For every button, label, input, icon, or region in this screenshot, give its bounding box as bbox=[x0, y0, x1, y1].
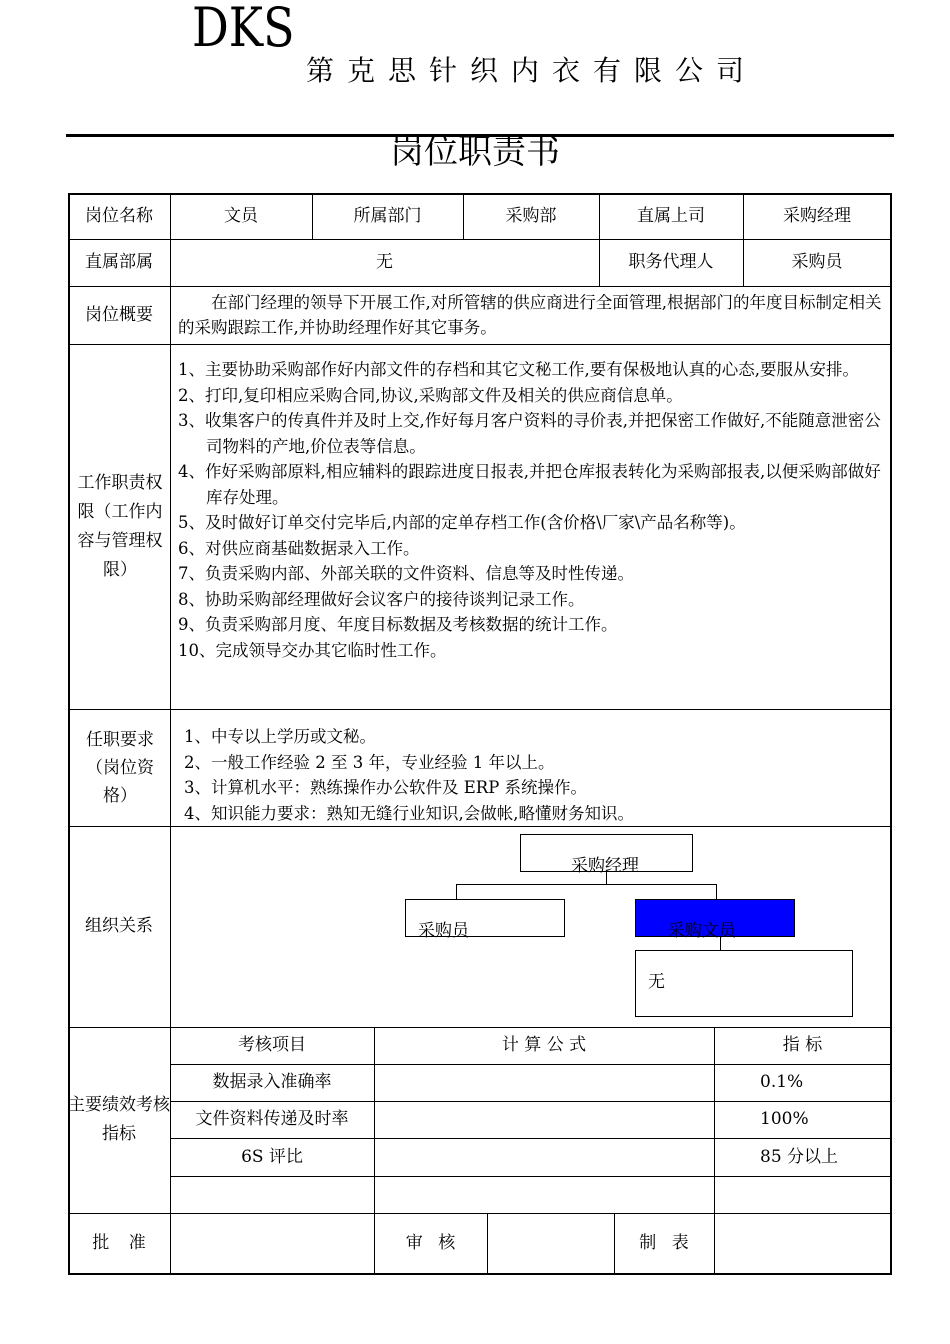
org-box-buyer bbox=[405, 899, 565, 941]
company-name: 第克思针织内衣有限公司 bbox=[306, 54, 758, 87]
value-subordinate: 无 bbox=[376, 252, 393, 272]
value-position: 文员 bbox=[224, 205, 258, 226]
list-item: 9、负责采购部月度、年度目标数据及考核数据的统计工作。 bbox=[178, 615, 618, 634]
row-line bbox=[68, 709, 892, 710]
requirements-list bbox=[184, 724, 884, 826]
list-item: 4、知识能力要求：熟知无缝行业知识,会做帐,略懂财务知识。 bbox=[184, 803, 634, 823]
value-supervisor: 采购经理 bbox=[783, 205, 851, 226]
list-item: 3、收集客户的传真件并及时上交,作好每月客户资料的寻价表,并把保密工作做好,不能随意泄密公司物料的产地,价位表等信息。 bbox=[178, 411, 881, 456]
label-position: 岗位名称 bbox=[85, 205, 153, 226]
list-item: 2、打印,复印相应采购合同,协议,采购部文件及相关的供应商信息单。 bbox=[178, 385, 683, 405]
kpi-item: 数据录入准确率 bbox=[212, 1072, 332, 1092]
approve-field[interactable] bbox=[170, 1213, 374, 1273]
label-review: 审 核 bbox=[405, 1232, 456, 1253]
company-logo: DKS bbox=[192, 0, 295, 59]
review-field[interactable] bbox=[487, 1213, 614, 1273]
list-item: 1、主要协助采购部作好内部文件的存档和其它文秘工作,要有保极地认真的心态,要服从安排。 bbox=[178, 360, 859, 379]
org-connector bbox=[606, 872, 607, 884]
org-connector bbox=[456, 884, 457, 899]
list-item: 6、对供应商基础数据录入工作。 bbox=[178, 538, 420, 558]
row-line bbox=[68, 344, 892, 345]
kpi-target: 100% bbox=[760, 1109, 809, 1129]
value-deputy: 采购员 bbox=[791, 252, 843, 272]
table-border-bottom bbox=[68, 1273, 892, 1275]
list-item: 8、协助采购部经理做好会议客户的接待谈判记录工作。 bbox=[178, 589, 585, 609]
org-connector bbox=[720, 937, 721, 950]
row-line bbox=[170, 1176, 892, 1177]
org-sub-label: 无 bbox=[648, 972, 665, 992]
kpi-header-formula: 计 算 公 式 bbox=[501, 1035, 587, 1055]
value-department: 采购部 bbox=[505, 205, 557, 226]
list-item: 4、作好采购部原料,相应辅料的跟踪进度日报表,并把仓库报表转化为采购部报表,以便采购部做好库存处理。 bbox=[178, 462, 881, 507]
kpi-item: 文件资料传递及时率 bbox=[195, 1109, 349, 1129]
label-department: 所属部门 bbox=[353, 205, 422, 226]
list-item: 3、计算机水平：熟练操作办公软件及 ERP 系统操作。 bbox=[184, 778, 588, 797]
label-supervisor: 直属上司 bbox=[637, 205, 705, 226]
list-item: 2、一般工作经验 2 至 3 年，专业经验 1 年以上。 bbox=[184, 752, 555, 772]
org-box-manager bbox=[520, 834, 693, 876]
row-line bbox=[68, 286, 892, 287]
org-clerk-label: 采购文员 bbox=[668, 921, 736, 941]
label-kpi: 主要绩效考核指标 bbox=[68, 1095, 170, 1144]
label-subordinate: 直属部属 bbox=[85, 252, 153, 272]
org-box-clerk bbox=[635, 899, 795, 941]
overview-text: 在部门经理的领导下开展工作,对所管辖的供应商进行全面管理,根据部门的年度目标制定相关的采购跟踪工作,并协助经理作好其它事务。 bbox=[178, 293, 882, 337]
list-item: 7、负责采购内部、外部关联的文件资料、信息等及时性传递。 bbox=[178, 564, 634, 583]
list-item: 10、完成领导交办其它临时性工作。 bbox=[178, 640, 447, 660]
list-item: 1、中专以上学历或文秘。 bbox=[184, 727, 376, 746]
list-item: 5、及时做好订单交付完毕后,内部的定单存档工作(含价格\厂家\产品名称等)。 bbox=[178, 513, 746, 532]
org-connector bbox=[716, 884, 717, 899]
prepare-field[interactable] bbox=[714, 1213, 891, 1273]
table-border-right bbox=[890, 193, 892, 1275]
label-approve: 批 准 bbox=[92, 1232, 146, 1253]
kpi-target: 0.1% bbox=[760, 1072, 804, 1092]
label-duties: 工作职责权限（工作内容与管理权限） bbox=[77, 472, 163, 580]
kpi-header-item: 考核项目 bbox=[238, 1035, 306, 1055]
org-box-sub bbox=[635, 950, 853, 1017]
label-overview: 岗位概要 bbox=[85, 304, 153, 325]
org-buyer-label: 采购员 bbox=[418, 921, 469, 941]
row-line bbox=[68, 826, 892, 827]
kpi-item: 6S 评比 bbox=[241, 1146, 303, 1167]
document-title: 岗位职责书 bbox=[390, 132, 560, 172]
label-org: 组织关系 bbox=[85, 916, 153, 936]
kpi-target: 85 分以上 bbox=[760, 1147, 839, 1167]
kpi-header-target: 指 标 bbox=[782, 1035, 823, 1055]
org-manager-label: 采购经理 bbox=[571, 856, 639, 876]
label-prepare: 制 表 bbox=[639, 1232, 689, 1253]
label-deputy: 职务代理人 bbox=[628, 252, 714, 272]
duties-list bbox=[178, 357, 886, 663]
org-connector bbox=[456, 884, 716, 885]
label-requirements: 任职要求（岗位资格） bbox=[86, 729, 154, 806]
